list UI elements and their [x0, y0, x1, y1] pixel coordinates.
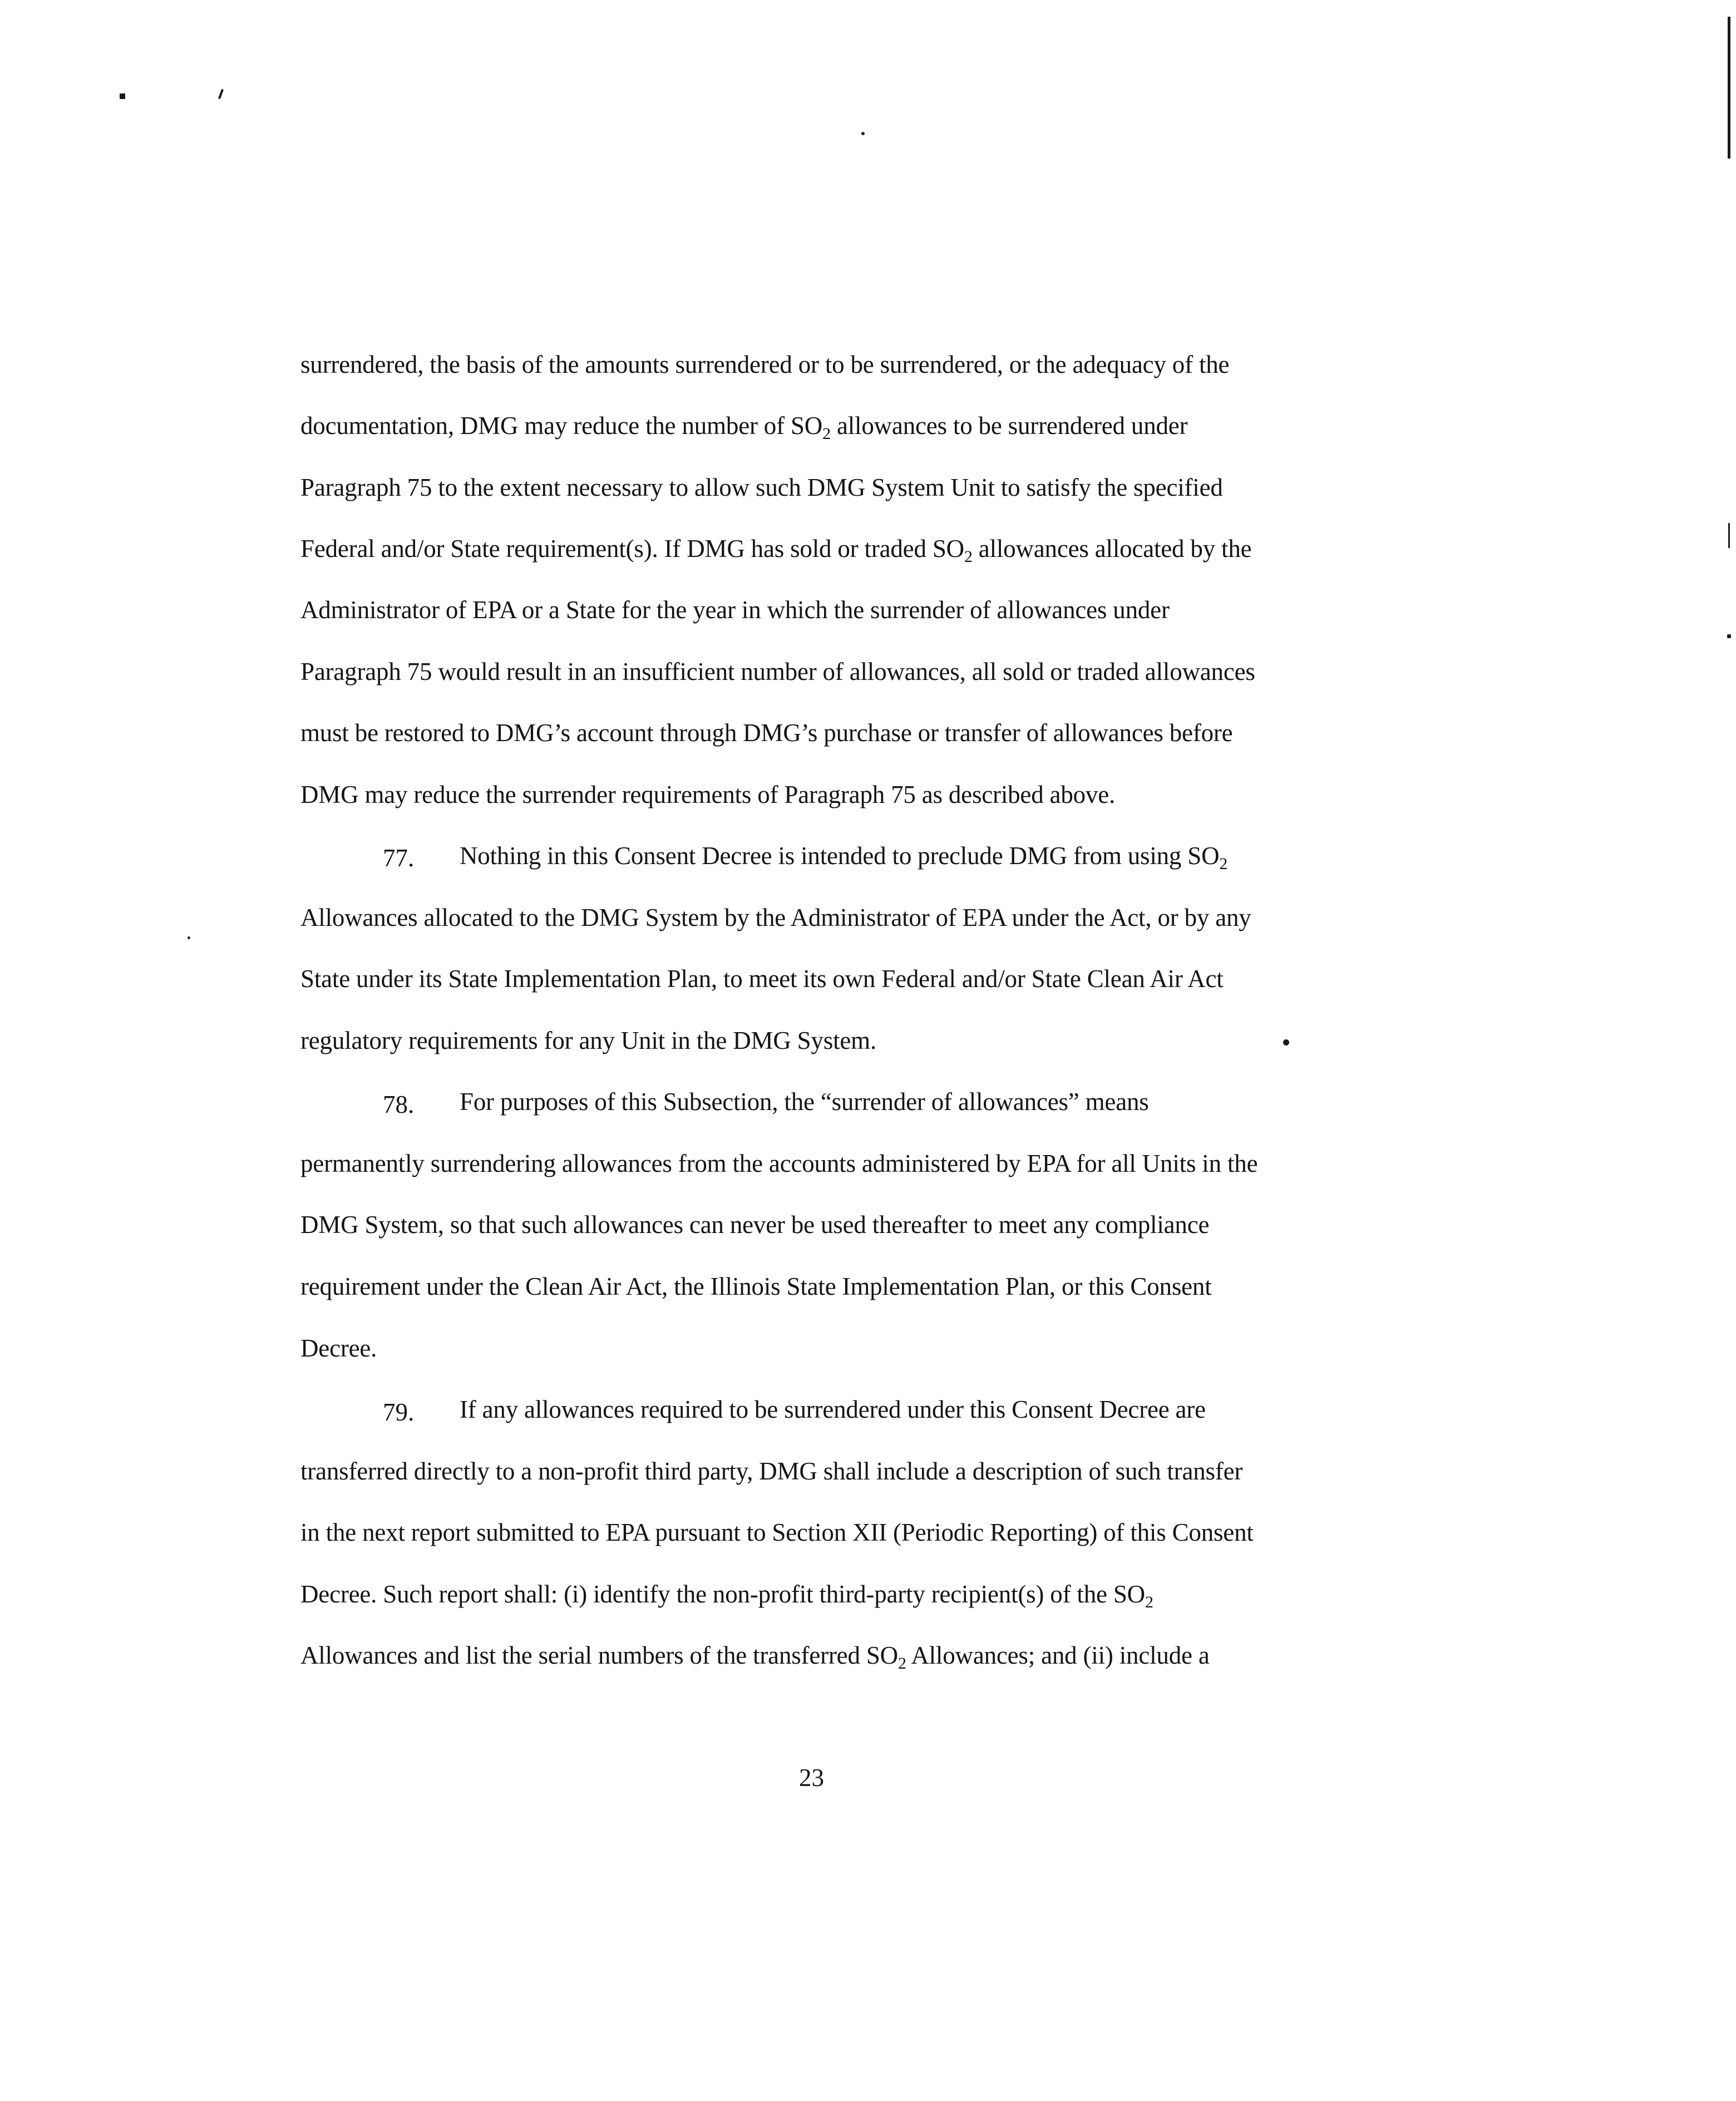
text-line: in the next report submitted to EPA pursuant to Section XII (Periodic Reporting) of this Consent: [300, 1518, 1254, 1546]
scan-dot: [120, 93, 125, 99]
so2-term: $SO_2$: [790, 412, 831, 443]
text-line: permanently surrendering allowances from the accounts administered by EPA for all Units in the: [300, 1150, 1258, 1177]
text-line: Allowances and list the serial numbers of the transferred $SO_2$ Allowances; and (ii) include a: [300, 1641, 1210, 1673]
scan-edge-tick: [1728, 523, 1730, 548]
text-line: If any allowances required to be surrendered under this Consent Decree are: [460, 1395, 1206, 1423]
text-line: DMG System, so that such allowances can never be used thereafter to meet any compliance: [300, 1211, 1210, 1239]
scan-edge-line: [1728, 17, 1730, 159]
paragraph-number: 78.: [383, 1091, 415, 1118]
scan-edge-mark: [1727, 634, 1731, 638]
paragraph-number: 79.: [383, 1398, 415, 1426]
text-line: Paragraph 75 to the extent necessary to allow such DMG System Unit to satisfy the specified: [300, 474, 1223, 501]
text-line: requirement under the Clean Air Act, the Illinois State Implementation Plan, or this Consent: [300, 1273, 1212, 1300]
page-number: 23: [799, 1764, 824, 1792]
text-line: Administrator of EPA or a State for the year in which the surrender of allowances under: [300, 596, 1170, 624]
text-line: State under its State Implementation Plan, to meet its own Federal and/or State Clean Air Act: [300, 965, 1224, 993]
text-line: surrendered, the basis of the amounts surrendered or to be surrendered, or the adequacy of the: [300, 351, 1230, 378]
text-line: Decree.: [300, 1334, 377, 1362]
text-line: Nothing in this Consent Decree is intended to preclude DMG from using $SO_2$: [460, 842, 1228, 873]
text-line: Decree. Such report shall: (i) identify the non-profit third-party recipient(s) of the $SO_2$: [300, 1580, 1153, 1611]
scan-dot: [1283, 1039, 1289, 1045]
scan-dot: [188, 936, 190, 939]
scan-dot: [861, 132, 865, 135]
text-line: documentation, DMG may reduce the number of $SO_2$ allowances to be surrendered under: [300, 412, 1188, 443]
so2-term: $SO_2$: [1113, 1580, 1153, 1611]
text-line: For purposes of this Subsection, the “surrender of allowances” means: [460, 1088, 1149, 1116]
text-line: transferred directly to a non-profit third party, DMG shall include a description of such transfer: [300, 1457, 1243, 1485]
text-line: DMG may reduce the surrender requirements of Paragraph 75 as described above.: [300, 781, 1116, 808]
scan-tick: [218, 89, 224, 99]
so2-term: $SO_2$: [866, 1641, 906, 1673]
text-line: Paragraph 75 would result in an insufficient number of allowances, all sold or traded allowances: [300, 658, 1255, 685]
text-line: Federal and/or State requirement(s). If DMG has sold or traded $SO_2$ allowances allocated by the: [300, 535, 1252, 566]
text-line: Allowances allocated to the DMG System by the Administrator of EPA under the Act, or by any: [300, 904, 1251, 931]
text-line: must be restored to DMG’s account through DMG’s purchase or transfer of allowances before: [300, 719, 1233, 747]
so2-term: $SO_2$: [932, 535, 973, 566]
so2-term: $SO_2$: [1187, 842, 1228, 873]
text-line: regulatory requirements for any Unit in the DMG System.: [300, 1027, 877, 1054]
paragraph-number: 77.: [383, 844, 415, 872]
